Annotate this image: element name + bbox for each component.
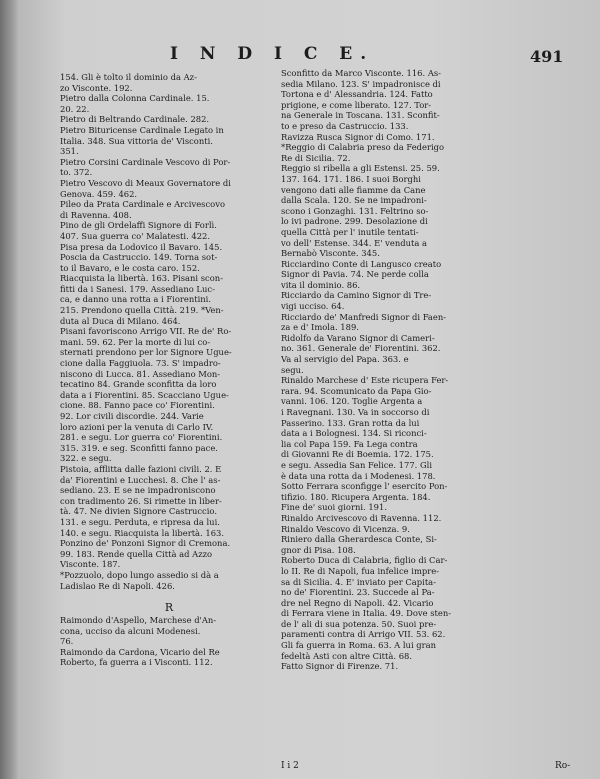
index-line: gnor di Pisa. 108. [281, 544, 356, 555]
index-line: prigione, e come liberato. 127. Tor- [281, 99, 432, 110]
index-line: to e preso da Castruccio. 133. [281, 120, 409, 131]
index-line: Ricciardino Conte di Langusco creato [281, 258, 442, 269]
index-line: vigi ucciso. 64. [281, 301, 345, 312]
index-line: e segu. Assedia San Felice. 177. Gli [281, 459, 433, 470]
index-line: Visconte. 187. [60, 559, 121, 570]
index-line: sediano. 23. E se ne impadroniscono [60, 485, 216, 496]
index-line: to il Bavaro, e le costa caro. 152. [60, 262, 200, 273]
index-line: Tortona e d' Alessandria. 124. Fatto [281, 89, 433, 100]
index-line: 322. e segu. [60, 453, 112, 464]
index-line: 92. Lor civili discordie. 244. Varie [60, 411, 204, 421]
index-line: 99. 183. Rende quella Città ad Azzo [60, 548, 213, 559]
index-line: 154. Gli è tolto il dominio da Az- [60, 72, 197, 82]
index-line: Raimondo da Cardona, Vicario del Re [60, 646, 220, 657]
index-line: Italia. 348. Sua vittoria de' Visconti. [60, 135, 213, 146]
index-line: Signor di Pavia. 74. Ne perde colla [281, 269, 429, 280]
index-line: lia col Papa 159. Fa Lega contra [281, 438, 418, 449]
index-line: scono i Gonzaghi. 131. Feltrino so- [281, 205, 429, 216]
index-column-right [281, 68, 499, 672]
index-line: Ladislao Re di Napoli. 426. [60, 580, 175, 591]
index-line: Pisa presa da Lodovico il Bavaro. 145. [60, 241, 223, 252]
index-line: tà. 47. Ne divien Signore Castruccio. [60, 506, 217, 517]
index-line: Ponzino de' Ponzoni Signor di Cremona. [60, 538, 231, 549]
index-line: 20. 22. [60, 103, 90, 114]
index-line: Reggio si ribella a gli Estensi. 25. 59. [281, 163, 440, 174]
index-line: Sotto Ferrara sconfigge l' esercito Pon- [281, 481, 448, 492]
index-line: no. 361. Generale de' Fiorentini. 362. [281, 343, 441, 354]
index-line: Gli fa guerra in Roma. 63. A lui gran [281, 640, 437, 651]
index-line: sa di Sicilia. 4. E' inviato per Capita- [281, 576, 437, 587]
signature-mark: I i 2 [281, 761, 299, 771]
index-line: Roberto, fa guerra a i Visconti. 112. [60, 657, 213, 668]
book-spine-shadow [0, 0, 20, 779]
index-line: data a i Bolognesi. 134. Si riconci- [281, 428, 427, 439]
index-line: 315. 319. e seg. Sconfitti fanno pace. [60, 442, 218, 453]
index-line: 351. [60, 146, 79, 157]
index-line: con tradimento 26. Si rimette in liber- [60, 495, 222, 506]
index-line: Poscia da Castruccio. 149. Torna sot- [60, 252, 218, 263]
index-line: de l' ali di sua potenza. 50. Suoi pre- [281, 618, 437, 629]
index-line: data a i Fiorentini. 85. Scacciano Ugue- [60, 389, 229, 400]
index-line: Pietro Corsini Cardinale Vescovo di Por- [60, 156, 231, 167]
index-line: vengono dati alle fiamme da Cane [281, 184, 426, 195]
index-line: Pisani favoriscono Arrigo VII. Re de' Ro- [60, 326, 232, 337]
index-line: ca, e danno una rotta a i Fiorentini. [60, 294, 212, 305]
index-line: cona, ucciso da alcuni Modenesi. [60, 625, 201, 636]
index-line: Ricciardo de' Manfredi Signor di Faen- [281, 311, 447, 322]
index-line: *Pozzuolo, dopo lungo assedio si dà a [60, 569, 219, 580]
page-number: 491 [530, 47, 564, 66]
catchword: Ro- [555, 761, 571, 771]
index-line: Genova. 459. 462. [60, 188, 138, 199]
index-line: Bernabò Visconte. 345. [281, 248, 380, 259]
index-line: Riniero dalla Gherardesca Conte, Si- [281, 534, 437, 545]
index-line: Rinaldo Vescovo di Vicenza. 9. [281, 523, 410, 534]
index-line: za e d' Imola. 189. [281, 322, 359, 333]
index-line: Pino de gli Ordelaffi Signore di Forlì. [60, 220, 217, 231]
index-line: na Generale in Toscana. 131. Sconfit- [281, 110, 440, 121]
index-line: no de' Fiorentini. 23. Succede al Pa- [281, 587, 435, 598]
index-line: Re di Sicilia. 72. [281, 152, 351, 163]
index-line: di Ferrara viene in Italia. 49. Dove sten- [281, 608, 452, 619]
index-line: da' Fiorentini e Lucchesi. 8. Che l' as- [60, 474, 221, 485]
index-line: cione dalla Faggiuola. 73. S' impadro- [60, 358, 221, 369]
index-line: *Reggio di Calabria preso da Federigo [281, 142, 445, 153]
index-line: vita il dominio. 86. [281, 279, 361, 290]
index-line: Ravizza Rusca Signor di Como. 171. [281, 131, 435, 142]
index-line: duta al Duca di Milano. 464. [60, 315, 181, 326]
index-line: Roberto Duca di Calabria, figlio di Car- [281, 555, 448, 566]
index-line: fitti da i Sanesi. 179. Assediano Luc- [60, 283, 215, 294]
index-line: tecatino 84. Grande sconfitta da loro [60, 379, 217, 390]
index-line: Raimondo d'Aspello, Marchese d'An- [60, 615, 217, 626]
index-line: 137. 164. 171. 186. I suoi Borghi [281, 173, 421, 184]
index-line: quella Città per l' inutile tentati- [281, 226, 419, 237]
index-line: Ridolfo da Varano Signor di Cameri- [281, 332, 435, 343]
index-line: 76. [60, 636, 74, 647]
index-line: Pietro di Beltrando Cardinale. 282. [60, 114, 210, 125]
index-line: Pileo da Prata Cardinale e Arcivescovo [60, 199, 225, 210]
index-line: lo II. Re di Napoli, fua infelice impre- [281, 565, 440, 576]
index-column-left [60, 72, 278, 668]
section-letter: R [164, 601, 174, 615]
index-line: Rinaldo Arcivescovo di Ravenna. 112. [281, 512, 442, 523]
index-line: di Ravenna. 408. [60, 209, 132, 220]
index-line: loro azioni per la venuta di Carlo IV. [60, 421, 214, 432]
index-line: 131. e segu. Perduta, e ripresa da lui. [60, 516, 220, 527]
index-line: mani. 59. 62. Per la morte di lui co- [60, 336, 211, 347]
column-spacer [60, 591, 278, 597]
index-line: niscono di Lucca. 81. Assediano Mon- [60, 368, 221, 379]
page-title: I N D I C E. [170, 44, 375, 64]
index-line: sternati prendono per lor Signore Ugue- [60, 347, 232, 358]
index-line: Pistoia, afflitta dalle fazioni civili. 2. E [60, 463, 222, 474]
index-line: di Giovanni Re di Boemia. 172. 175. [281, 449, 434, 460]
index-line: dalla Scala. 120. Se ne impadroni- [281, 195, 427, 206]
index-line: Fatto Signor di Firenze. 71. [281, 661, 399, 672]
index-line: Fine de' suoi giorni. 191. [281, 502, 387, 513]
index-line: 281. e segu. Lor guerra co' Fiorentini. [60, 432, 223, 443]
index-line: Riacquista la libertà. 163. Pisani scon- [60, 273, 224, 284]
index-line: paramenti contra di Arrigo VII. 53. 62. [281, 629, 446, 640]
index-line: Pietro dalla Colonna Cardinale. 15. [60, 93, 210, 104]
index-line: vo dell' Estense. 344. E' venduta a [281, 237, 428, 248]
index-line: è data una rotta da i Modenesi. 178. [281, 470, 436, 481]
index-line: Pietro Bituricense Cardinale Legato in [60, 124, 224, 135]
index-line: 407. Sua guerra co' Malatesti. 422. [60, 230, 211, 241]
index-line: 140. e segu. Riacquista la libertà. 163. [60, 527, 225, 538]
index-line: dre nel Regno di Napoli. 42. Vicario [281, 597, 434, 608]
index-line: Pietro Vescovo di Meaux Governatore di [60, 177, 231, 188]
index-line: tifizio. 180. Ricupera Argenta. 184. [281, 491, 431, 502]
index-line: Rinaldo Marchese d' Este ricupera Fer- [281, 375, 449, 386]
index-line: cione. 88. Fanno pace co' Fiorentini. [60, 400, 215, 411]
index-line: sedia Milano. 123. S' impadronisce di [281, 78, 441, 89]
index-line: Sconfitto da Marco Visconte. 116. As- [281, 68, 442, 78]
index-line: Va al servigio del Papa. 363. e [281, 354, 409, 365]
index-line: lo ivi padrone. 299. Desolazione di [281, 216, 428, 227]
index-line: to. 372. [60, 167, 93, 178]
index-line: 215. Prendono quella Città. 219. *Ven- [60, 305, 224, 316]
index-line: vanni. 106. 120. Toglie Argenta a [281, 396, 423, 407]
index-line: segu. [281, 364, 304, 375]
index-line: i Ravegnani. 130. Va in soccorso di [281, 407, 430, 417]
index-line: zo Visconte. 192. [60, 82, 133, 93]
index-line: Passerino. 133. Gran rotta da lui [281, 417, 420, 428]
index-line: fedeltà Asti con altre Città. 68. [281, 650, 413, 661]
index-line: rara. 94. Scomunicato da Papa Gio- [281, 385, 432, 396]
index-line: Ricciardo da Camino Signor di Tre- [281, 290, 432, 301]
